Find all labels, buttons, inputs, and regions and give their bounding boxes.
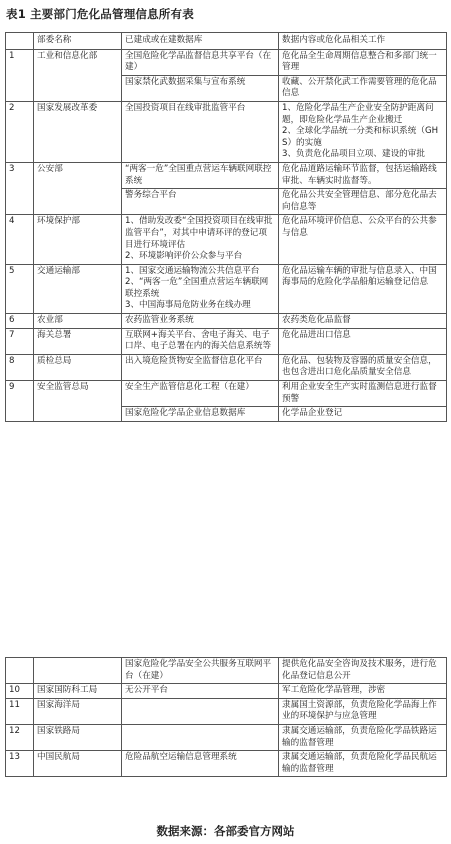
table-row — [6, 264, 447, 313]
work-cell: 隶属交通运输部，负责危险化学品铁路运输的监督管理 — [279, 724, 447, 750]
work-cell: 1、危险化学品生产企业安全防护距离问题，即危险化学品生产企业搬迁 2、全球化学品统一分类和标识系统（GHS）的实施 3、负责危化品项目立项、建设的审批 — [279, 101, 447, 162]
database-cell: 1、国家交通运输物流公共信息平台 2、“两客一危”全国重点营运车辆联网联控系统 3、中国海事局危防业务在线办理 — [122, 264, 279, 313]
table-row — [6, 698, 447, 724]
dept-name: 国家海洋局 — [34, 698, 122, 724]
row-number: 11 — [6, 698, 34, 724]
dept-name: 环境保护部 — [34, 215, 122, 264]
database-cell: 国家危险化学品企业信息数据库 — [122, 407, 279, 422]
row-number — [6, 658, 34, 684]
dept-name: 质检总局 — [34, 354, 122, 380]
database-cell — [122, 698, 279, 724]
dept-name: 农业部 — [34, 314, 122, 329]
work-cell: 隶属交通运输部，负责危险化学品民航运输的监督管理 — [279, 751, 447, 777]
work-cell: 危化品环境评价信息、公众平台的公共参与信息 — [279, 215, 447, 264]
work-cell: 化学品企业登记 — [279, 407, 447, 422]
row-number: 7 — [6, 328, 34, 354]
table-row — [6, 354, 447, 380]
header-dept: 部委名称 — [34, 33, 122, 50]
table-row — [6, 381, 447, 407]
table-header-row — [6, 33, 447, 50]
row-number: 9 — [6, 381, 34, 422]
row-number: 4 — [6, 215, 34, 264]
database-cell: 互联网+海关平台、舍电子海关、电子口岸、电子总署在内的海关信息系统等 — [122, 328, 279, 354]
work-cell: 危化品运输车辆的审批与信息录入、中国海事局的危险化学品船舶运输登记信息 — [279, 264, 447, 313]
table-row — [6, 328, 447, 354]
data-source-note: 数据来源：各部委官方网站 — [156, 824, 295, 838]
database-cell: 出入境危险货物安全监督信息化平台 — [122, 354, 279, 380]
table-row — [6, 162, 447, 188]
table-row — [6, 658, 447, 684]
row-number: 12 — [6, 724, 34, 750]
dept-name: 国家发展改革委 — [34, 101, 122, 162]
work-cell: 危化品公共安全管理信息、部分危化品去向信息等 — [279, 189, 447, 215]
row-number: 6 — [6, 314, 34, 329]
database-cell: 全国投资项目在线审批监管平台 — [122, 101, 279, 162]
work-cell: 危化品全生命周期信息整合和多部门统一管理 — [279, 49, 447, 75]
row-number: 2 — [6, 101, 34, 162]
table-row — [6, 751, 447, 777]
table-row — [6, 49, 447, 75]
row-number: 1 — [6, 49, 34, 101]
database-cell: 1、借助发改委“全国投资项目在线审批监管平台”，对其中申请环评的登记项目进行环境评估 2、环境影响评价公众参与平台 — [122, 215, 279, 264]
database-cell: 无公开平台 — [122, 684, 279, 699]
work-cell: 利用企业安全生产实时监测信息进行监督预警 — [279, 381, 447, 407]
work-cell: 危化品进出口信息 — [279, 328, 447, 354]
database-cell: 警务综合平台 — [122, 189, 279, 215]
table-row — [6, 101, 447, 162]
page-break-gap — [5, 647, 446, 657]
header-num — [6, 33, 34, 50]
dept-name: 国家铁路局 — [34, 724, 122, 750]
work-cell: 收藏、公开禁化武工作需要管理的危化品信息 — [279, 75, 447, 101]
dept-name: 公安部 — [34, 162, 122, 214]
dept-name: 中国民航局 — [34, 751, 122, 777]
table-row — [6, 684, 447, 699]
info-table-body — [6, 33, 447, 422]
row-number: 10 — [6, 684, 34, 699]
database-cell: “两客一危”全国重点营运车辆联网联控系统 — [122, 162, 279, 188]
row-number: 3 — [6, 162, 34, 214]
table-caption: 表1 主要部门危化品管理信息所有表 — [6, 7, 194, 21]
work-cell: 危化品、包装物及容器的质量安全信息，也包含进出口危化品质量安全信息 — [279, 354, 447, 380]
dept-name: 海关总署 — [34, 328, 122, 354]
row-number: 8 — [6, 354, 34, 380]
work-cell: 军工危险化学品管理，涉密 — [279, 684, 447, 699]
row-number: 5 — [6, 264, 34, 313]
dept-name: 工业和信息化部 — [34, 49, 122, 101]
dept-name: 安全监管总局 — [34, 381, 122, 422]
database-cell — [122, 724, 279, 750]
database-cell: 危险品航空运输信息管理系统 — [122, 751, 279, 777]
dept-name: 交通运输部 — [34, 264, 122, 313]
header-database: 已建成或在建数据库 — [122, 33, 279, 50]
header-work: 数据内容或危化品相关工作 — [279, 33, 447, 50]
work-cell: 危化品道路运输环节监督，包括运输路线审批、车辆实时监督等。 — [279, 162, 447, 188]
table-row — [6, 215, 447, 264]
info-table-part-1 — [5, 32, 447, 422]
database-cell: 全国危险化学品监督信息共享平台（在建） — [122, 49, 279, 75]
work-cell: 农药类危化品监督 — [279, 314, 447, 329]
dept-name — [34, 658, 122, 684]
dept-name: 国家国防科工局 — [34, 684, 122, 699]
work-cell: 提供危化品安全咨询及技术服务，进行危化品登记信息公开 — [279, 658, 447, 684]
work-cell: 隶属国土资源部，负责危险化学品海上作业的环境保护与应急管理 — [279, 698, 447, 724]
database-cell: 农药监管业务系统 — [122, 314, 279, 329]
table-row — [6, 314, 447, 329]
database-cell: 国家危险化学品安全公共服务互联网平台（在建） — [122, 658, 279, 684]
info-table-part-2 — [5, 657, 447, 777]
database-cell: 安全生产监管信息化工程（在建） — [122, 381, 279, 407]
row-number: 13 — [6, 751, 34, 777]
table-row — [6, 724, 447, 750]
info-table-body-continued — [6, 658, 447, 777]
database-cell: 国家禁化武数据采集与宣布系统 — [122, 75, 279, 101]
